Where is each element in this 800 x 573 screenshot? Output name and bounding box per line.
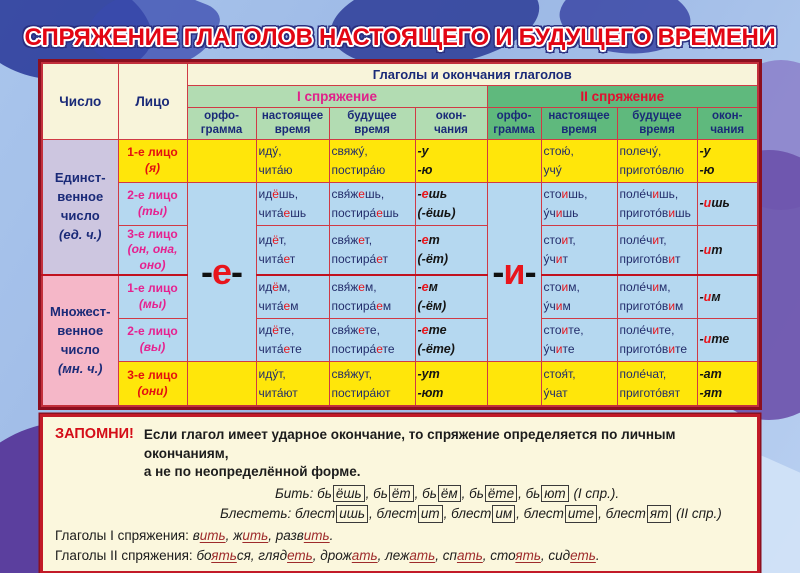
person-cell: 2-е лицо (вы) [118, 318, 187, 361]
endings-2-cell: -ит [697, 225, 758, 275]
remember-label: ЗАПОМНИ! [55, 426, 134, 443]
present-2-cell: стою́, учу́ [541, 139, 617, 182]
table-row [42, 225, 758, 275]
future-2-cell: поле́чат, пригото́вят [617, 361, 697, 406]
number-plural-cell: Множест- венное число (мн. ч.) [42, 275, 118, 406]
header-person: Лицо [118, 63, 187, 139]
present-1-cell: идём, чита́ем [256, 275, 329, 318]
future-2-cell: полечу́, пригото́влю [617, 139, 697, 182]
person-cell: 2-е лицо (ты) [118, 182, 187, 225]
header-conjugation-1: I спряжение [187, 85, 487, 107]
endings-1-cell: -ем (-ём) [415, 275, 487, 318]
table-row [42, 182, 758, 225]
example-blestet-line: Блестеть: блест ишь , блест ит , блест им , блест ите , блест ят (II спр.) [220, 506, 722, 522]
orthogram-1-cell: -е- [187, 182, 256, 361]
future-1-cell: свя́жете, постира́ете [329, 318, 415, 361]
person-cell: 3-е лицо (он, она, оно) [118, 225, 187, 275]
endings-1-cell: -ете (-ёте) [415, 318, 487, 361]
person-cell: 1-е лицо (я) [118, 139, 187, 182]
endings-1-cell: -у -ю [415, 139, 487, 182]
header-conjugation-2: II спряжение [487, 85, 758, 107]
person-cell: 1-е лицо (мы) [118, 275, 187, 318]
present-1-cell: идёт, чита́ет [256, 225, 329, 275]
person-cell: 3-е лицо (они) [118, 361, 187, 406]
future-2-cell: поле́чим, пригото́вим [617, 275, 697, 318]
present-2-cell: стоишь, у́чишь [541, 182, 617, 225]
present-1-cell: идёшь, чита́ешь [256, 182, 329, 225]
conjugation-2-verbs-line: Глаголы II спряжения: бояться, глядеть, дрожать, лежать, спать, стоять, сидеть. [55, 547, 600, 563]
present-1-cell: иду́, чита́ю [256, 139, 329, 182]
conjugation-table [41, 62, 759, 407]
subheader-orthogram-2: орфо- грамма [487, 107, 541, 139]
future-1-cell: свя́жут, постира́ют [329, 361, 415, 406]
poster-title: СПРЯЖЕНИЕ ГЛАГОЛОВ НАСТОЯЩЕГО И БУДУЩЕГО ВРЕМЕНИ [24, 24, 776, 51]
orthogram-2-empty-cell [487, 139, 541, 182]
endings-2-cell: -ишь [697, 182, 758, 225]
subheader-present-1: настоящее время [256, 107, 329, 139]
orthogram-2-cell: -и- [487, 182, 541, 361]
remember-note-box [40, 414, 760, 573]
future-1-cell: свя́жешь, постира́ешь [329, 182, 415, 225]
subheader-future-2: будущее время [617, 107, 697, 139]
orthogram-1-empty-cell [187, 361, 256, 406]
remember-text: Если глагол имеет ударное окончание, то спряжение определяется по личным окончаниям, а не по неопределённой форме. [143, 427, 676, 479]
future-2-cell: поле́чит, пригото́вит [617, 225, 697, 275]
endings-2-cell: -им [697, 275, 758, 318]
endings-2-cell: -у -ю [697, 139, 758, 182]
table-row [42, 275, 758, 318]
future-1-cell: свя́жем, постира́ем [329, 275, 415, 318]
remember-note-header [55, 426, 745, 481]
future-2-cell: поле́чишь, пригото́вишь [617, 182, 697, 225]
present-1-cell: иду́т, чита́ют [256, 361, 329, 406]
future-2-cell: поле́чите, пригото́вите [617, 318, 697, 361]
header-number: Число [42, 63, 118, 139]
example-bit-line: Бить: бь ёшь , бь ёт , бь ём , бь ёте , бь ют (I спр.). [275, 485, 620, 501]
endings-1-cell: -ешь (-ёшь) [415, 182, 487, 225]
present-2-cell: стоя́т, у́чат [541, 361, 617, 406]
subheader-endings-2: окон- чания [697, 107, 758, 139]
future-1-cell: свяжу́, постира́ю [329, 139, 415, 182]
conjugation-1-verbs-line: Глаголы I спряжения: вить, жить, развить. [55, 527, 334, 543]
endings-1-cell: -ут -ют [415, 361, 487, 406]
subheader-orthogram-1: орфо- грамма [187, 107, 256, 139]
orthogram-2-empty-cell [487, 361, 541, 406]
orthogram-1-empty-cell [187, 139, 256, 182]
present-2-cell: стоим, у́чим [541, 275, 617, 318]
subheader-future-1: будущее время [329, 107, 415, 139]
present-1-cell: идёте, чита́ете [256, 318, 329, 361]
table-row [42, 318, 758, 361]
endings-1-cell: -ет (-ёт) [415, 225, 487, 275]
subheader-endings-1: окон- чания [415, 107, 487, 139]
number-singular-cell: Единст- венное число (ед. ч.) [42, 139, 118, 275]
present-2-cell: стоит, у́чит [541, 225, 617, 275]
table-row [42, 361, 758, 406]
endings-2-cell: -ат -ят [697, 361, 758, 406]
header-verbs-group: Глаголы и окончания глаголов [187, 63, 758, 85]
table-row [42, 139, 758, 182]
future-1-cell: свя́жет, постира́ет [329, 225, 415, 275]
endings-2-cell: -ите [697, 318, 758, 361]
header-row-group [42, 63, 758, 85]
subheader-present-2: настоящее время [541, 107, 617, 139]
present-2-cell: стоите, у́чите [541, 318, 617, 361]
